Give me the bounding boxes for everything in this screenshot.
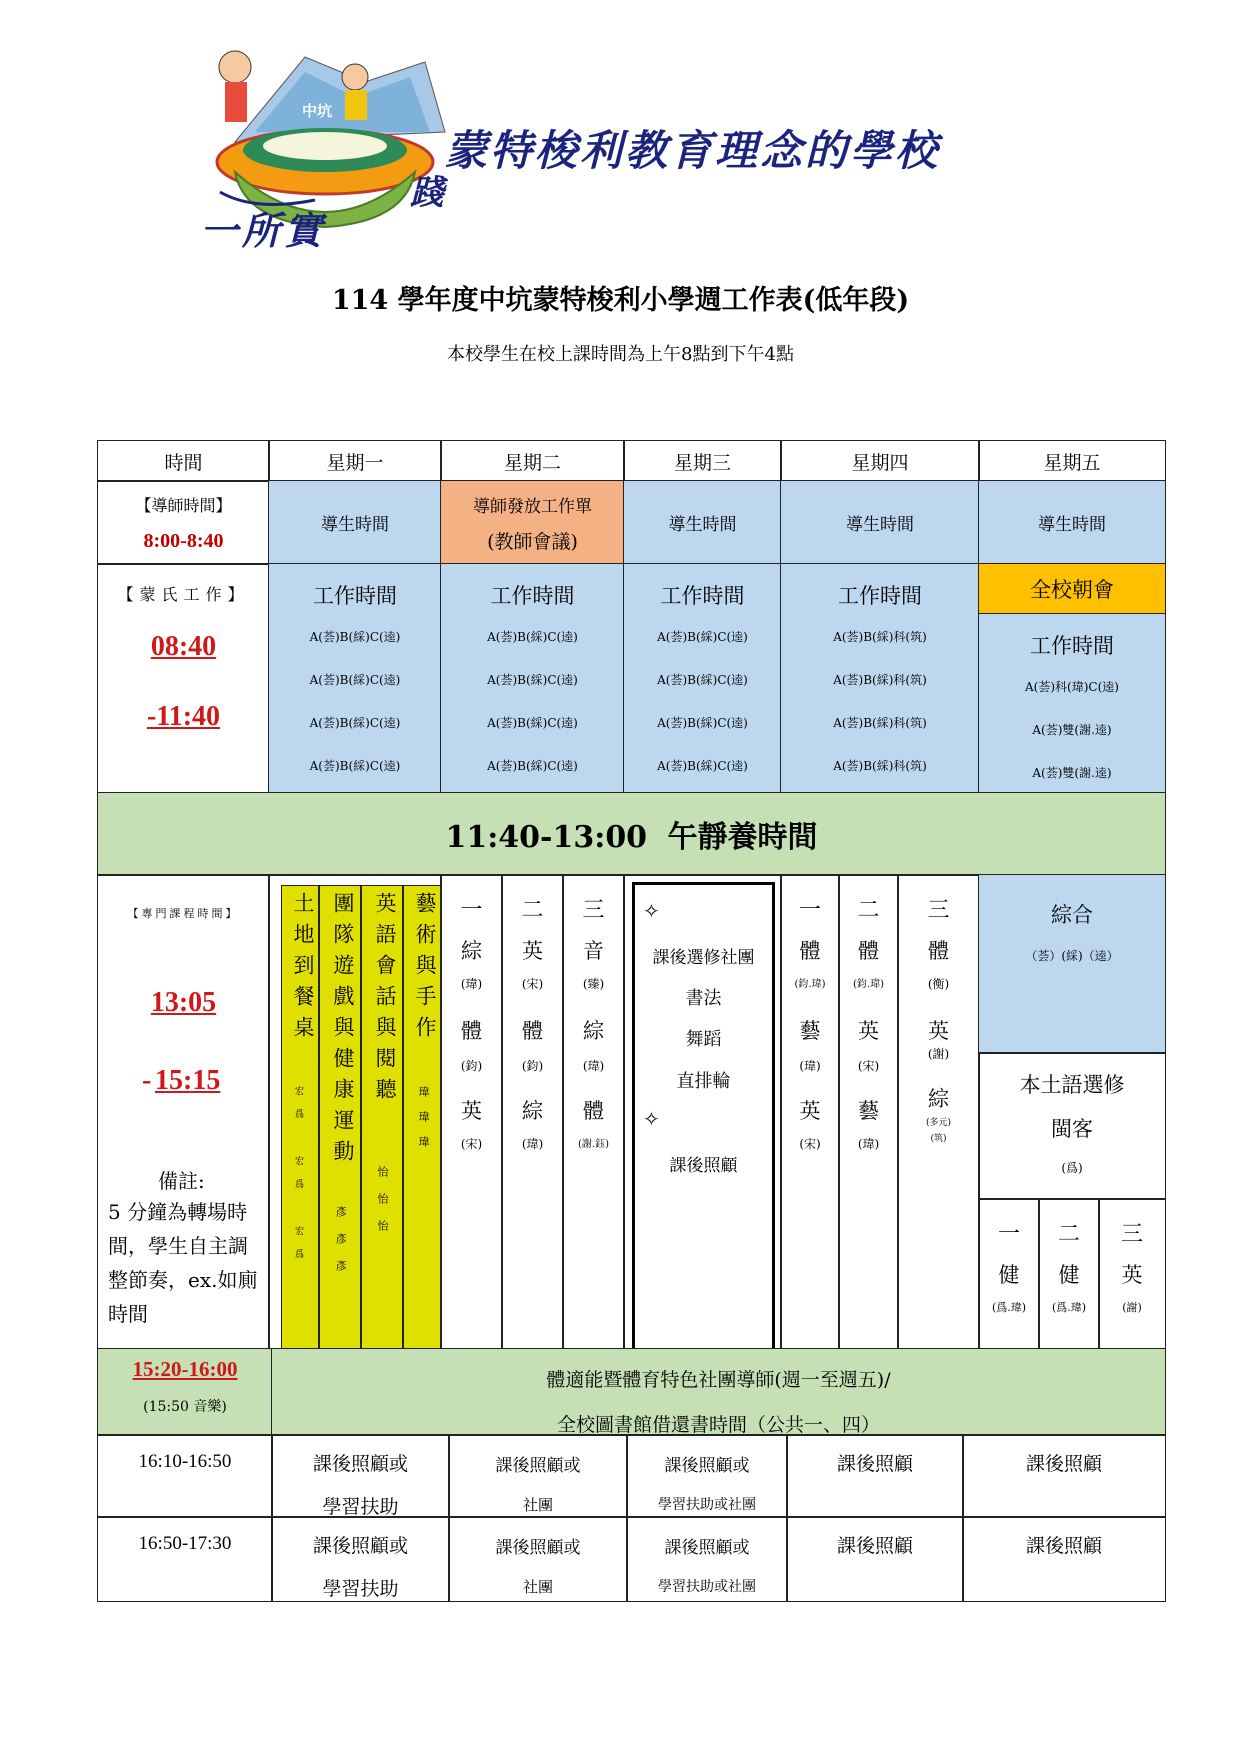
after1-mon (271, 1434, 450, 1518)
work-slot: A(荟)B(綵)C(逵) (309, 716, 401, 730)
teacher: (多元)(筑) (925, 1118, 952, 1144)
slogan-part2: 踐 (410, 173, 444, 213)
work-title: 工作時間 (313, 584, 397, 608)
fri-native (978, 1052, 1166, 1200)
work-fri (978, 613, 1166, 794)
wed-club-title: 課後選修社團 (652, 948, 755, 968)
teacher: (宋) (460, 1137, 483, 1151)
course: 體 (858, 939, 879, 963)
wed-club-item: 直排輪 (676, 1071, 731, 1092)
after2-wed (626, 1516, 788, 1602)
teacher: (爲.瑋) (991, 1301, 1027, 1314)
after2-tue (448, 1516, 628, 1602)
grade-label: 三 (582, 898, 605, 923)
work-time-end: -11:40 (146, 701, 221, 732)
grade-label: 一 (798, 898, 821, 923)
slogan-part1: 一所實 (200, 208, 327, 253)
work-title: 工作時間 (838, 584, 922, 608)
morning-wed: 導生時間 (623, 480, 782, 565)
grade-label: 二 (521, 898, 544, 923)
mon-course-text: 土地到餐桌 (291, 892, 315, 1047)
course: 英 (858, 1019, 879, 1043)
mon-course-col (281, 885, 319, 1350)
after1-tue (448, 1434, 628, 1518)
after2-fri: 課後照顧 (962, 1516, 1166, 1602)
work-slot: A(荟)B(綵)C(逵) (657, 630, 748, 644)
wed-club-item: 書法 (685, 988, 722, 1009)
grade-label: 三 (927, 898, 950, 923)
teacher: (瑋) (521, 1137, 544, 1151)
wed-care: 課後照顧 (669, 1156, 738, 1176)
course: 藝 (799, 1019, 821, 1043)
work-title: 工作時間 (660, 584, 745, 608)
fri-grade-col (1098, 1198, 1166, 1350)
afternoon-time-cell (97, 874, 270, 1350)
after2-time: 16:50-17:30 (97, 1516, 273, 1602)
grade-label: 二 (857, 898, 880, 923)
after1-thu: 課後照顧 (786, 1434, 964, 1518)
work-slot: A(荟)B(綵)C(逵) (309, 673, 401, 687)
after1-fri: 課後照顧 (962, 1434, 1166, 1518)
course: 英 (522, 939, 543, 963)
fri-combined (978, 874, 1166, 1054)
course: 英 (461, 1099, 482, 1123)
teacher: (瑋) (857, 1137, 880, 1151)
course: 體 (583, 1099, 604, 1123)
work-title: 工作時間 (490, 584, 575, 608)
mon-afternoon (268, 874, 442, 1350)
mon-course-col (319, 885, 361, 1350)
teacher: (鈞) (460, 1059, 483, 1073)
fitness-time-cell (97, 1348, 273, 1436)
header-wed: 星期三 (623, 440, 782, 482)
header-fri: 星期五 (978, 440, 1166, 482)
sparkle-icon: ✧ (643, 1107, 660, 1131)
after2-tue-line2: 社團 (522, 1578, 553, 1596)
teacher: (瑋) (799, 1059, 821, 1073)
after1-wed-line2: 學習扶助或社團 (658, 1497, 756, 1513)
fri-combined-teachers: （荟）(綵)（逵） (1025, 949, 1119, 963)
fri-grade-col (1038, 1198, 1100, 1350)
mon-course-teacher: 彥彥彥 (334, 1206, 347, 1287)
fitness-line1: 體適能暨體育特色社團導師(週一至週五)/ (546, 1369, 891, 1391)
afternoon-time-end: 15:15 (155, 1065, 221, 1096)
teacher: (衡) (927, 977, 950, 991)
work-mon (268, 563, 442, 794)
morning-time-cell (97, 480, 270, 565)
tue-grade-col (440, 874, 503, 1350)
teacher: (宋) (799, 1137, 821, 1151)
afternoon-time-start: 13:05 (150, 987, 217, 1018)
work-label: 【蒙氏工作】 (117, 585, 250, 604)
course: 英 (928, 1019, 949, 1043)
fri-native-title: 本土語選修 (1019, 1073, 1125, 1097)
course: 綜 (522, 1099, 543, 1123)
teacher: (瑋) (460, 977, 483, 991)
after1-mon-line1: 課後照顧或 (312, 1453, 408, 1475)
morning-thu: 導生時間 (780, 480, 980, 565)
fri-combined-title: 綜合 (1051, 903, 1093, 927)
afternoon-note-title: 備註: (158, 1169, 205, 1193)
course: 體 (522, 1019, 543, 1043)
mon-course-col (403, 885, 441, 1350)
mon-course-col (361, 885, 403, 1350)
fri-native-lang: 閩客 (1051, 1117, 1093, 1141)
teacher: (爲.瑋) (1051, 1301, 1087, 1314)
after1-tue-line2: 社團 (522, 1496, 553, 1514)
morning-tue-line2: (教師會議) (487, 530, 578, 553)
teacher: (瑋) (582, 1059, 605, 1073)
after1-time: 16:10-16:50 (97, 1434, 273, 1518)
fri-native-teacher: (爲) (1061, 1161, 1083, 1175)
work-thu (780, 563, 980, 794)
course: 綜 (583, 1019, 604, 1043)
work-slot: A(荟)B(綵)科(筑) (833, 673, 927, 687)
work-slot: A(荟)科(瑋)C(逵) (1025, 680, 1119, 694)
thu-grade-col (897, 874, 980, 1350)
course: 體 (928, 939, 949, 963)
morning-time: 8:00-8:40 (143, 529, 224, 552)
course: 體 (799, 939, 821, 963)
course: 綜 (928, 1087, 949, 1111)
work-slot: A(荟)B(綵)C(逵) (487, 630, 578, 644)
work-slot: A(荟)B(綵)C(逵) (657, 673, 748, 687)
work-slot: A(荟)B(綵)C(逵) (487, 673, 578, 687)
header-thu: 星期四 (780, 440, 980, 482)
work-slot: A(荟)B(綵)科(筑) (833, 716, 927, 730)
work-slot: A(荟)B(綵)C(逵) (309, 630, 401, 644)
fitness-line2: 全校圖書館借還書時間（公共一、四） (556, 1414, 880, 1436)
course: 體 (461, 1019, 482, 1043)
course: 健 (998, 1263, 1020, 1287)
work-slot: A(荟)B(綵)C(逵) (657, 716, 748, 730)
wed-club-item: 舞蹈 (685, 1029, 722, 1050)
fri-grade-col (978, 1198, 1040, 1350)
page-title: 114 學年度中坑蒙特梭利小學週工作表(低年段) (331, 285, 910, 316)
after1-wed (626, 1434, 788, 1518)
teacher: (謝) (927, 1047, 950, 1061)
afternoon-note-body: 5 分鐘為轉場時間，學生自主調整節奏，ex.如廁時間 (108, 1200, 258, 1326)
work-slot: A(荟)B(綵)C(逵) (309, 759, 401, 773)
after2-mon-line1: 課後照顧或 (312, 1535, 408, 1557)
thu-grade-col (838, 874, 899, 1350)
course: 健 (1058, 1263, 1080, 1287)
work-wed (623, 563, 782, 794)
header-mon: 星期一 (268, 440, 442, 482)
work-slot: A(荟)B(綵)科(筑) (833, 630, 927, 644)
course: 藝 (858, 1099, 879, 1123)
teacher: (謝) (1122, 1301, 1142, 1314)
work-fri-assembly: 全校朝會 (978, 563, 1166, 615)
mon-course-text: 團隊遊戲與健康運動 (331, 892, 355, 1171)
teacher: (鈞.瑋) (853, 979, 884, 990)
thu-grade-col (780, 874, 840, 1350)
grade-label: 一 (997, 1222, 1020, 1247)
afternoon-time-dash: - (142, 1065, 152, 1096)
page-subtitle: 本校學生在校上課時間為上午8點到下午4點 (447, 344, 794, 365)
slogan-part3: 蒙特梭利教育理念的學校 (445, 126, 941, 175)
header-time: 時間 (97, 440, 270, 482)
fitness-time: 15:20-16:00 (132, 1357, 238, 1381)
afternoon-label: 【專門課程時間】 (127, 907, 240, 920)
mon-course-teacher: 怡怡怡 (376, 1166, 389, 1247)
logo-badge: 中坑 (302, 102, 333, 120)
after2-mon (271, 1516, 450, 1602)
after2-wed-line2: 學習扶助或社團 (658, 1579, 756, 1595)
course: 英 (1121, 1263, 1143, 1287)
teacher: (宋) (521, 977, 544, 991)
morning-label: 【導師時間】 (135, 495, 232, 515)
work-slot: A(荟)B(綵)科(筑) (833, 759, 927, 773)
after2-tue-line1: 課後照顧或 (495, 1538, 581, 1558)
teacher: (鈞.瑋) (794, 979, 826, 990)
work-slot: A(荟)雙(謝.逵) (1032, 766, 1112, 780)
header-tue: 星期二 (440, 440, 625, 482)
work-slot: A(荟)雙(謝.逵) (1032, 723, 1112, 737)
morning-fri: 導生時間 (978, 480, 1166, 565)
after2-thu: 課後照顧 (786, 1516, 964, 1602)
after1-wed-line1: 課後照顧或 (664, 1456, 750, 1476)
after2-wed-line1: 課後照顧或 (664, 1538, 750, 1558)
grade-label: 三 (1120, 1222, 1143, 1247)
teacher: (臻) (582, 977, 605, 991)
work-tue (440, 563, 625, 794)
after1-tue-line1: 課後照顧或 (495, 1456, 581, 1476)
after2-mon-line2: 學習扶助 (322, 1578, 399, 1600)
grade-label: 二 (1057, 1222, 1080, 1247)
morning-mon: 導生時間 (268, 480, 442, 565)
grade-label: 一 (460, 898, 483, 923)
fitness-banner (271, 1348, 1166, 1436)
work-time-cell (97, 563, 270, 794)
tue-grade-col (501, 874, 564, 1350)
teacher: (宋) (857, 1059, 880, 1073)
work-slot: A(荟)B(綵)C(逵) (487, 716, 578, 730)
wed-club-box (632, 882, 775, 1350)
lunch-banner: 11:40-13:00 午靜養時間 (97, 792, 1166, 876)
course: 音 (583, 939, 604, 963)
morning-tue-line1: 導師發放工作單 (473, 496, 592, 517)
work-title: 工作時間 (1030, 634, 1114, 658)
course: 綜 (461, 939, 482, 963)
work-time-start: 08:40 (150, 631, 217, 662)
work-slot: A(荟)B(綵)C(逵) (657, 759, 748, 773)
mon-course-teacher: 瑋瑋瑋 (417, 1086, 430, 1161)
after1-mon-line2: 學習扶助 (322, 1496, 399, 1518)
course: 英 (799, 1099, 821, 1123)
work-slot: A(荟)B(綵)C(逵) (487, 759, 578, 773)
sparkle-icon: ✧ (643, 899, 660, 923)
mon-course-text: 藝術與手作 (413, 892, 437, 1047)
teacher: (鈞) (521, 1059, 544, 1073)
mon-course-text: 英語會話與閱聽 (373, 892, 397, 1109)
fitness-music: (15:50 音樂) (143, 1399, 227, 1415)
teacher: (謝.鈺) (578, 1139, 609, 1150)
tue-grade-col (562, 874, 625, 1350)
mon-course-teacher: 宏爲 宏爲 宏爲 (293, 1086, 303, 1272)
morning-tue (440, 480, 625, 565)
